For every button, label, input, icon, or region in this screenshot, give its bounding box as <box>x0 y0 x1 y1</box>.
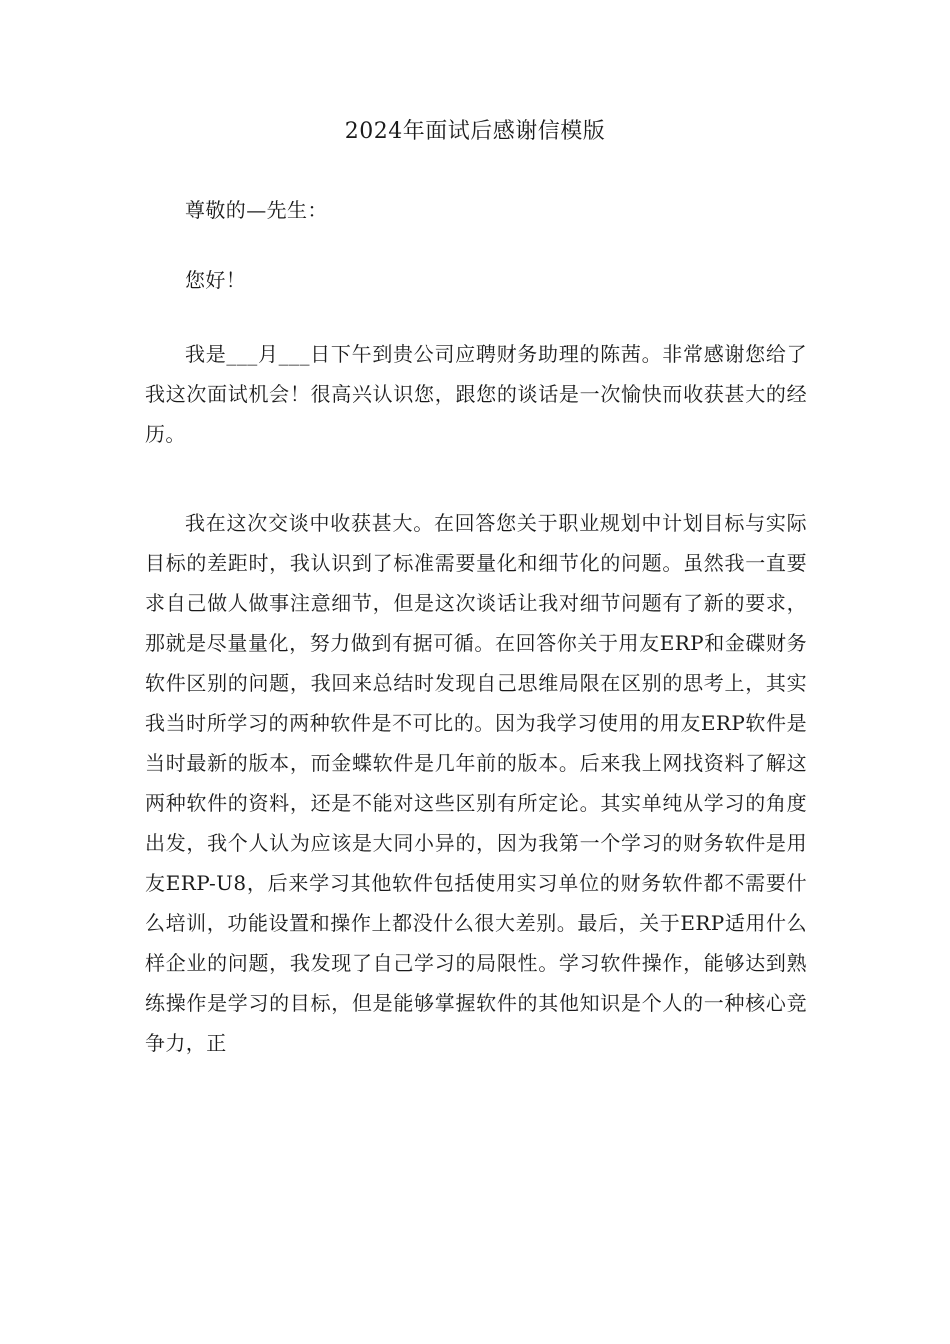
greeting: 您好！ <box>185 268 247 292</box>
body-paragraph-2: 我在这次交谈中收获甚大。在回答您关于职业规划中计划目标与实际目标的差距时，我认识到了标准需要量化和细节化的问题。虽然我一直要求自己做人做事注意细节，但是这次谈话让我对细节问题有了新的要求，那就是尽量量化，努力做到有据可循。在回答你关于用友ERP和金碟财务软件区别的问题，我回来总结时发现自己思维局限在区别的思考上，其实我当时所学习的两种软件是不可比的。因为我学习使用的用友ERP软件是当时最新的版本，而金蝶软件是几年前的版本。后来我上网找资料了解这两种软件的资料，还是不能对这些区别有所定论。其实单纯从学习的角度出发，我个人认为应该是大同小异的，因为我第一个学习的财务软件是用友ERP-U8，后来学习其他软件包括使用实习单位的财务软件都不需要什么培训，功能设置和操作上都没什么很大差别。最后，关于ERP适用什么样企业的问题，我发现了自己学习的局限性。学习软件操作，能够达到熟练操作是学习的目标，但是能够掌握软件的其他知识是个人的一种核心竞争力，正 <box>145 511 807 1055</box>
document-title: 2024年面试后感谢信模版 <box>344 119 606 144</box>
body-paragraph-1: 我是___月___日下午到贵公司应聘财务助理的陈茜。非常感谢您给了我这次面试机会！很高兴认识您，跟您的谈话是一次愉快而收获甚大的经历。 <box>145 342 807 446</box>
salutation: 尊敬的—先生： <box>185 198 328 222</box>
